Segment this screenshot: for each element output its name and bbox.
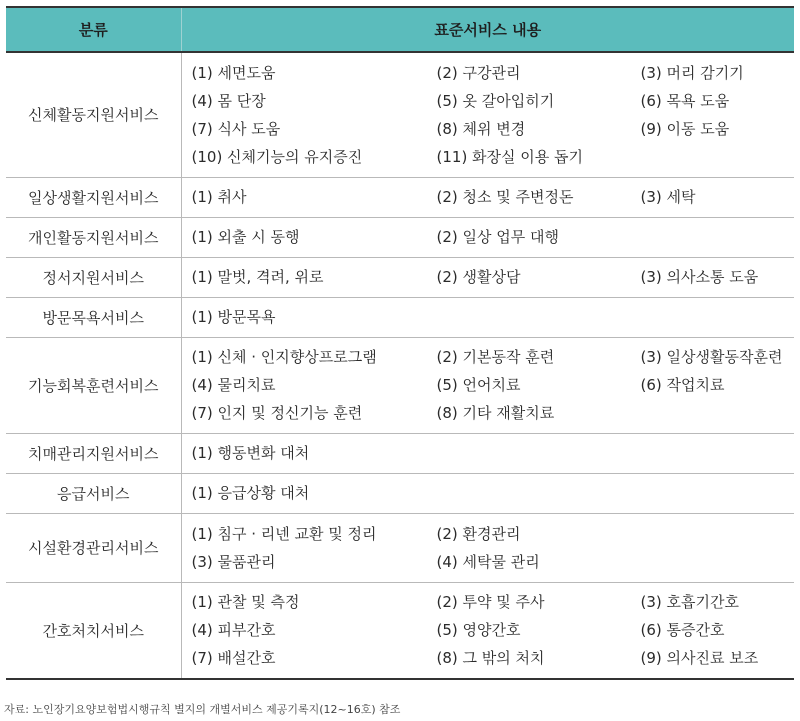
service-content-cell [181,473,794,513]
service-item: (1) 응급상황 대처 [191,484,310,502]
service-item: (1) 관찰 및 측정 [191,593,300,612]
service-content-cell [181,297,794,337]
service-item: (4) 피부간호 [191,621,276,640]
service-item: (2) 일상 업무 대행 [436,228,559,246]
service-item: (10) 신체기능의 유지증진 [191,147,363,166]
table-row [6,177,794,217]
service-item: (9) 이동 도움 [640,119,730,138]
service-content-cell [181,433,794,473]
service-item: (5) 옷 갈아입히기 [436,91,555,110]
service-item: (3) 호흡기간호 [640,593,739,612]
service-content-cell [181,582,794,679]
service-item: (6) 목욕 도움 [640,91,730,110]
service-table-container [6,6,794,680]
service-content-cell [181,513,794,582]
table-row [6,433,794,473]
service-item: (4) 물리치료 [191,376,276,394]
service-item: (1) 방문목욕 [191,308,276,326]
service-item: (9) 의사진료 보조 [640,649,759,668]
service-item: (3) 물품관리 [191,552,276,571]
service-item: (8) 체위 변경 [436,119,526,138]
service-item: (2) 환경관리 [436,524,521,543]
service-item: (8) 기타 재활치료 [436,404,555,422]
service-category: 기능회복훈련서비스 [6,337,181,433]
service-category: 방문목욕서비스 [6,297,181,337]
service-item: (4) 몸 단장 [191,91,266,110]
service-item: (2) 구강관리 [436,63,521,82]
service-item: (8) 그 밖의 처치 [436,649,545,668]
table-header-row [6,7,794,52]
service-item: (1) 외출 시 동행 [191,228,300,246]
service-category: 일상생활지원서비스 [6,177,181,217]
service-content-cell [181,52,794,177]
empty-cell [641,520,795,548]
empty-cell [641,548,795,576]
service-item: (6) 통증간호 [640,621,725,640]
service-items [182,343,795,427]
service-items [182,439,795,467]
service-item: (1) 침구 · 리넨 교환 및 정리 [191,524,377,543]
service-item: (2) 생활상담 [436,268,521,286]
table-row [6,337,794,433]
service-item: (7) 인지 및 정신기능 훈련 [191,404,363,422]
table-row [6,582,794,679]
service-item: (7) 배설간호 [191,649,276,668]
service-items [182,479,795,507]
table-row [6,297,794,337]
service-content-cell [181,217,794,257]
service-item: (7) 식사 도움 [191,119,281,138]
service-items [182,183,795,211]
service-items [182,59,795,171]
service-category: 시설환경관리서비스 [6,513,181,582]
service-items [182,303,795,331]
service-item: (3) 일상생활동작훈련 [640,348,783,366]
service-category: 치매관리지원서비스 [6,433,181,473]
table-row [6,217,794,257]
service-item: (1) 취사 [191,188,247,206]
table-row [6,513,794,582]
service-content-cell [181,257,794,297]
service-item: (3) 세탁 [640,188,696,206]
service-item: (1) 세면도움 [191,63,276,82]
service-content-cell [181,337,794,433]
standard-services-table [6,6,794,680]
service-item: (6) 작업치료 [640,376,725,394]
service-category: 신체활동지원서비스 [6,52,181,177]
service-category: 응급서비스 [6,473,181,513]
table-row [6,473,794,513]
service-category: 정서지원서비스 [6,257,181,297]
service-item: (3) 의사소통 도움 [640,268,759,286]
service-item: (1) 행동변화 대처 [191,444,310,462]
service-item: (3) 머리 감기기 [640,63,744,82]
service-item: (2) 청소 및 주변정돈 [436,188,574,206]
service-items [182,520,795,576]
source-note: 자료: 노인장기요양보험법시행규칙 별지의 개별서비스 제공기록지(12~16호) 참조 [4,703,401,716]
table-row [6,257,794,297]
service-item: (5) 언어치료 [436,376,521,394]
service-category: 개인활동지원서비스 [6,217,181,257]
service-category: 간호처치서비스 [6,582,181,679]
service-item: (11) 화장실 이용 돕기 [436,147,584,166]
service-item: (2) 투약 및 주사 [436,593,545,612]
header-content: 표준서비스 내용 [181,7,794,52]
header-category: 분류 [6,7,181,52]
service-items [182,588,795,672]
service-item: (1) 신체 · 인지향상프로그램 [191,348,377,366]
service-item: (4) 세탁물 관리 [436,552,540,571]
table-row [6,52,794,177]
service-item: (2) 기본동작 훈련 [436,348,555,366]
service-items [182,263,795,291]
service-items [182,223,795,251]
service-content-cell [181,177,794,217]
service-item: (1) 말벗, 격려, 위로 [191,268,324,286]
service-item: (5) 영양간호 [436,621,521,640]
